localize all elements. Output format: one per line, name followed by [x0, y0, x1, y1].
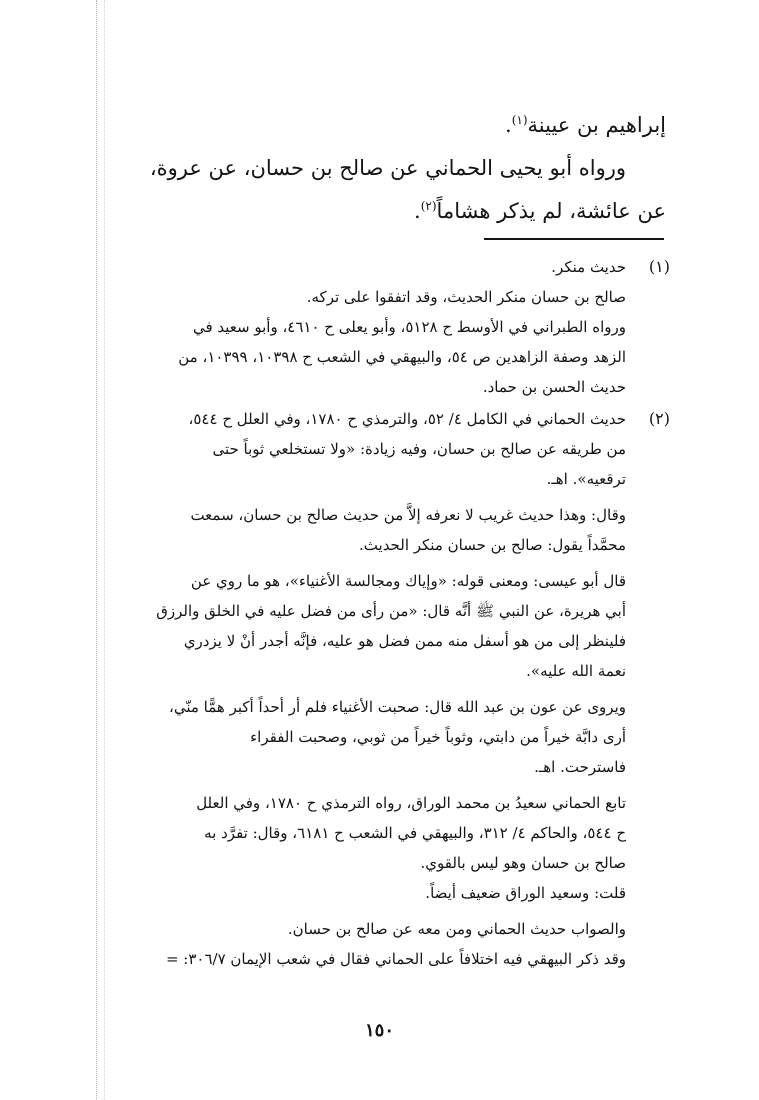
footnote-line: الزهد وصفة الزاهدين ص ٥٤، والبيهقي في الشعب ح ١٠٣٩٨، ١٠٣٩٩، من [178, 348, 626, 366]
main-line-3: عن عائشة، لم يذكر هشاماً$^{(٢)}$. [414, 199, 666, 223]
footnote-line: والصواب حديث الحماني ومن معه عن صالح بن حسان. [287, 920, 626, 938]
footnote-line: وقد ذكر البيهقي فيه اختلافاً على الحماني فقال في شعب الإيمان ٣٠٦/٧: = [165, 950, 626, 968]
main-line-2: ورواه أبو يحيى الحماني عن صالح بن حسان، عن عروة، [149, 156, 626, 180]
footnote-line: صالح بن حسان منكر الحديث، وقد اتفقوا على تركه. [306, 288, 626, 306]
footnote-line: ويروى عن عون بن عبد الله قال: صحبت الأغنياء فلم أر أحداً أكبر همًّا منّي، [169, 698, 626, 716]
footnote-line: ح ٥٤٤، والحاكم ٤/ ٣١٢، والبيهقي في الشعب ح ٦١٨١، وقال: تفرَّد به [204, 824, 626, 842]
footnote-line: أبي هريرة، عن النبي ﷺ أنَّه قال: «من رأى من فضل عليه في الخلق والرزق [156, 602, 626, 620]
footnote-line: فاسترحت. اهـ. [534, 758, 626, 776]
footnote-line: ترقعيه». اهـ. [546, 470, 626, 488]
footnote-line: نعمة الله عليه». [526, 662, 626, 680]
page-number: ١٥٠ [364, 1020, 394, 1041]
main-text [40, 104, 666, 233]
footnote-ref-1: (١) [511, 113, 528, 127]
footnotes [40, 252, 670, 974]
footnote-line: حديث الحماني في الكامل ٤/ ٥٢، والترمذي ح ١٧٨٠، وفي العلل ح ٥٤٤، [188, 410, 626, 428]
footnote-line: من طريقه عن صالح بن حسان، وفيه زيادة: «ولا تستخلعي ثوباً حتى [212, 440, 626, 458]
footnote-line: وقال: وهذا حديث غريب لا نعرفه إلاَّ من حديث صالح بن حسان، سمعت [190, 506, 626, 524]
footnote-line: أرى دابَّة خيراً من دابتي، وثوباً خيراً من ثوبي، وصحبت الفقراء [250, 728, 626, 746]
footnote-ref-2: (٢) [420, 199, 437, 213]
footnote-line: ورواه الطبراني في الأوسط ح ٥١٢٨، وأبو يعلى ح ٤٦١٠، وأبو سعيد في [192, 318, 626, 336]
footnote-number: (٢) [648, 409, 670, 428]
footnote-2 [40, 404, 670, 974]
footnote-line: فلينظر إلى من هو أسفل منه ممن فضل هو عليه، فإنَّه أجدر أنْ لا يزدري [183, 632, 626, 650]
footnote-number: (١) [648, 257, 670, 276]
footnote-line: حديث الحسن بن حماد. [482, 378, 626, 396]
footnote-line: حديث منكر. [551, 258, 626, 276]
footnote-line: محمَّداً يقول: صالح بن حسان منكر الحديث. [359, 536, 626, 554]
footnote-line: تابع الحماني سعيدُ بن محمد الوراق، رواه الترمذي ح ١٧٨٠، وفي العلل [196, 794, 626, 812]
footnote-separator [484, 238, 664, 240]
footnote-line: صالح بن حسان وهو ليس بالقوي. [420, 854, 626, 872]
footnote-line: قال أبو عيسى: ومعنى قوله: «وإياك ومجالسة الأغنياء»، هو ما روي عن [190, 572, 626, 590]
main-line-1: إبراهيم بن عيينة$^{(١)}$. [505, 113, 666, 137]
footnote-line: قلت: وسعيد الوراق ضعيف أيضاً. [425, 884, 626, 902]
footnote-1 [40, 252, 670, 402]
